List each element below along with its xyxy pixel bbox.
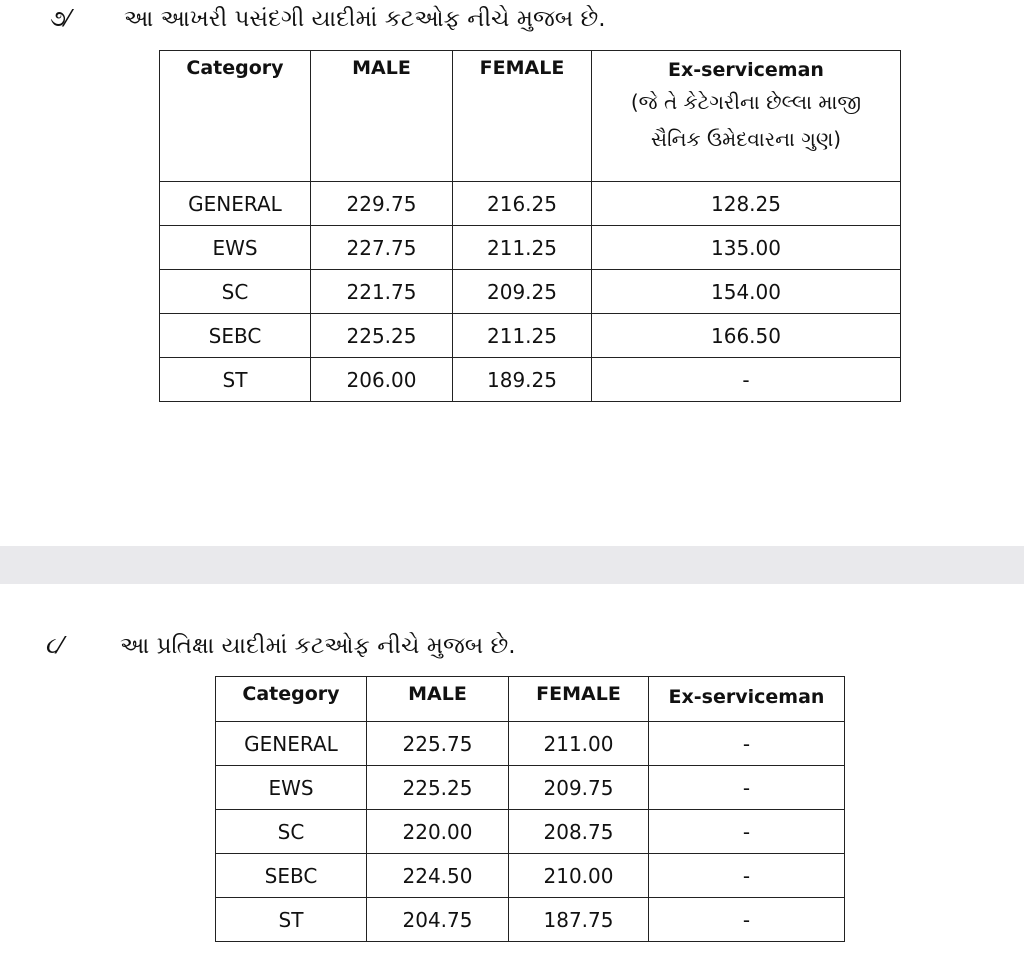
table-row (216, 854, 845, 898)
header-female: FEMALE (509, 677, 649, 722)
cell-exserviceman: - (649, 854, 845, 898)
section-2-number: ૮⁄ (46, 633, 63, 659)
header-male: MALE (367, 677, 509, 722)
cell-category: SC (216, 810, 367, 854)
cell-exserviceman: 128.25 (592, 182, 901, 226)
cell-category: GENERAL (160, 182, 311, 226)
header-female: FEMALE (453, 51, 592, 182)
table-row (160, 270, 901, 314)
waiting-list-cutoff-table (215, 676, 845, 942)
cell-male: 229.75 (311, 182, 453, 226)
page-separator (0, 546, 1024, 584)
table-row (160, 226, 901, 270)
cell-category: EWS (160, 226, 311, 270)
cell-female: 210.00 (509, 854, 649, 898)
table-row (216, 898, 845, 942)
cell-category: ST (216, 898, 367, 942)
table-row (216, 722, 845, 766)
section-2-title: આ પ્રતિક્ષા યાદીમાં કટઓફ નીચે મુજબ છે. (120, 633, 516, 659)
cell-female: 211.25 (453, 314, 592, 358)
cell-exserviceman: 166.50 (592, 314, 901, 358)
cell-male: 206.00 (311, 358, 453, 402)
table-header-row (216, 677, 845, 722)
cell-female: 209.25 (453, 270, 592, 314)
cell-male: 221.75 (311, 270, 453, 314)
header-exserviceman: Ex-serviceman (649, 677, 845, 722)
cell-female: 187.75 (509, 898, 649, 942)
table-row (160, 314, 901, 358)
header-category: Category (216, 677, 367, 722)
cell-male: 225.25 (311, 314, 453, 358)
cell-exserviceman: 135.00 (592, 226, 901, 270)
cell-category: EWS (216, 766, 367, 810)
cell-female: 189.25 (453, 358, 592, 402)
table-row (160, 182, 901, 226)
cell-exserviceman: - (649, 898, 845, 942)
cell-male: 220.00 (367, 810, 509, 854)
cell-category: SC (160, 270, 311, 314)
cell-female: 211.00 (509, 722, 649, 766)
cell-exserviceman: - (649, 766, 845, 810)
section-1-title: આ આખરી પસંદગી યાદીમાં કટઓફ નીચે મુજબ છે. (124, 6, 606, 32)
cell-male: 225.25 (367, 766, 509, 810)
section-1-number: ૭⁄ (50, 6, 70, 32)
header-exserviceman-label: Ex-serviceman (668, 59, 824, 81)
cell-exserviceman: - (649, 810, 845, 854)
cell-category: SEBC (216, 854, 367, 898)
section-1-heading (50, 6, 606, 32)
header-exserviceman (592, 51, 901, 182)
cell-category: ST (160, 358, 311, 402)
cell-female: 208.75 (509, 810, 649, 854)
cell-exserviceman: - (649, 722, 845, 766)
header-exserviceman-note-line1: (જે તે કેટેગરીના છેલ્લા માજી (630, 90, 862, 114)
cell-exserviceman: - (592, 358, 901, 402)
final-selection-cutoff-table (159, 50, 901, 402)
cell-male: 227.75 (311, 226, 453, 270)
header-male: MALE (311, 51, 453, 182)
header-category: Category (160, 51, 311, 182)
cell-category: SEBC (160, 314, 311, 358)
cell-male: 204.75 (367, 898, 509, 942)
cell-male: 224.50 (367, 854, 509, 898)
cell-female: 211.25 (453, 226, 592, 270)
cell-exserviceman: 154.00 (592, 270, 901, 314)
table-header-row (160, 51, 901, 182)
table-row (160, 358, 901, 402)
cell-female: 209.75 (509, 766, 649, 810)
cell-female: 216.25 (453, 182, 592, 226)
table-row (216, 766, 845, 810)
cell-male: 225.75 (367, 722, 509, 766)
cell-category: GENERAL (216, 722, 367, 766)
header-exserviceman-note-line2: સૈનિક ઉમેદવારના ગુણ) (650, 127, 842, 151)
section-2-heading (46, 633, 516, 659)
table-row (216, 810, 845, 854)
